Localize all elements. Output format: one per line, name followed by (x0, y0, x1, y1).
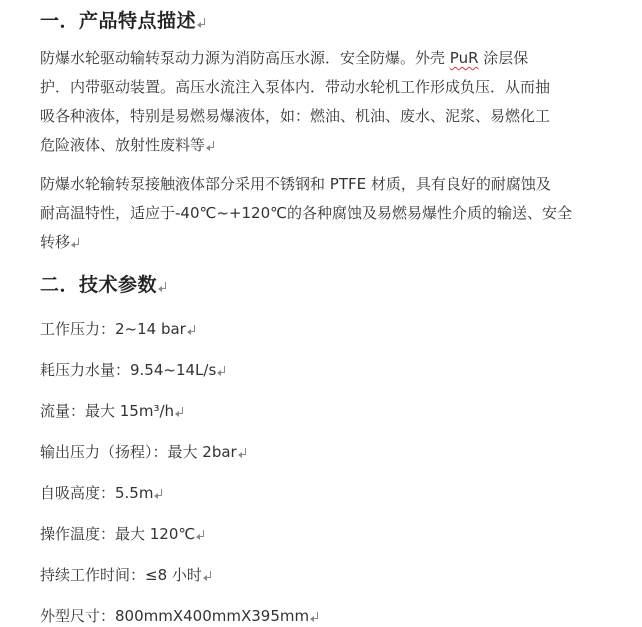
return-arrow-icon (197, 18, 206, 28)
paragraph-line: 吸各种液体，特别是易燃易爆液体，如：燃油、机油、废水、泥浆、易燃化工 (40, 107, 551, 125)
text-segment: 转移 (40, 233, 71, 251)
return-arrow-icon (154, 489, 163, 499)
return-arrow-icon (187, 325, 196, 335)
spec-text: 外型尺寸：800mmX400mmX395mm (40, 607, 310, 625)
spec-text: 工作压力：2~14 bar (40, 320, 186, 338)
return-arrow-icon (217, 366, 226, 376)
paragraph-line (40, 131, 600, 160)
spec-text: 操作温度：最大 120℃ (40, 525, 196, 543)
return-arrow-icon (158, 282, 167, 292)
spec-item-water-consumption (40, 359, 226, 380)
spec-item-output-pressure (40, 441, 247, 462)
paragraph-product-description (40, 44, 600, 160)
heading-text: 一．产品特点描述 (40, 10, 197, 32)
return-arrow-icon (196, 530, 205, 540)
section-heading-specs (40, 270, 167, 297)
spec-text: 耗压力水量：9.54~14L/s (40, 361, 217, 379)
paragraph-line (40, 44, 600, 73)
spec-text: 持续工作时间：≤8 小时 (40, 566, 202, 584)
spec-item-dimensions (40, 605, 319, 626)
return-arrow-icon (310, 612, 319, 622)
return-arrow-icon (238, 448, 247, 458)
paragraph-line: 耐高温特性，适应于-40℃~+120℃的各种腐蚀及易燃易爆性介质的输送、安全 (40, 204, 572, 222)
paragraph-line (40, 228, 600, 257)
paragraph-line: 防爆水轮输转泵接触液体部分采用不锈钢和 PTFE 材质，具有良好的耐腐蚀及 (40, 175, 551, 193)
text-segment: 防爆水轮驱动输转泵动力源为消防高压水源．安全防爆。外壳 (40, 49, 450, 67)
spec-item-continuous-runtime (40, 564, 212, 585)
return-arrow-icon (175, 407, 184, 417)
heading-text: 二．技术参数 (40, 274, 158, 296)
spec-item-operating-temperature (40, 523, 205, 544)
spec-text: 流量：最大 15m³/h (40, 402, 175, 420)
spec-item-suction-height (40, 482, 163, 503)
paragraph-material-description (40, 170, 600, 257)
spec-text: 输出压力（扬程）：最大 2bar (40, 443, 237, 461)
spellcheck-word: PuR (449, 49, 479, 67)
return-arrow-icon (71, 238, 80, 248)
return-arrow-icon (203, 571, 212, 581)
return-arrow-icon (206, 141, 215, 151)
text-segment: 涂层保 (478, 49, 529, 67)
text-segment: 危险液体、放射性废料等 (40, 136, 206, 154)
spec-item-working-pressure (40, 318, 196, 339)
paragraph-line: 护．内带驱动装置。高压水流注入泵体内．带动水轮机工作形成负压．从而抽 (40, 78, 551, 96)
spec-item-flow (40, 400, 184, 421)
spec-text: 自吸高度：5.5m (40, 484, 154, 502)
section-heading-features (40, 6, 206, 33)
